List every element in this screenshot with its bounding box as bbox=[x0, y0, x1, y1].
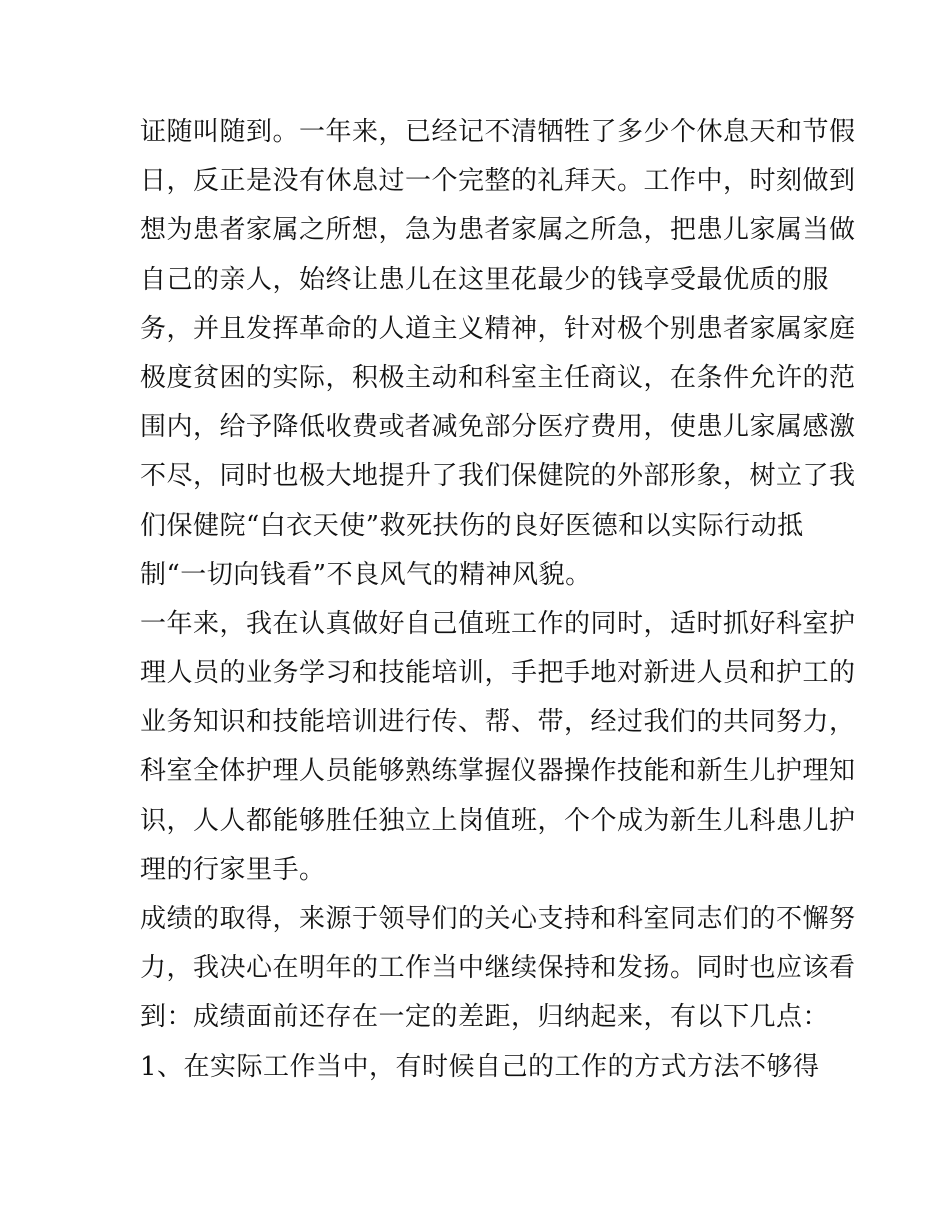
text-line: 识，人人都能够胜任独立上岗值班，个个成为新生儿科患儿护 bbox=[140, 805, 856, 836]
text-line: 们保健院“白衣天使”救死扶伤的良好医德和以实际行动抵 bbox=[140, 510, 804, 541]
text-line: 科室全体护理人员能够熟练掌握仪器操作技能和新生儿护理知 bbox=[140, 756, 856, 787]
text-line: 自己的亲人，始终让患儿在这里花最少的钱享受最优质的服 bbox=[140, 264, 830, 295]
text-line: 理人员的业务学习和技能培训，手把手地对新进人员和护工的 bbox=[140, 658, 856, 689]
text-line: 理的行家里手。 bbox=[140, 854, 326, 885]
text-line: 业务知识和技能培训进行传、帮、带，经过我们的共同努力， bbox=[140, 707, 856, 738]
text-line: 力，我决心在明年的工作当中继续保持和发扬。同时也应该看 bbox=[140, 953, 856, 984]
text-line: 1、在实际工作当中，有时候自己的工作的方式方法不够得 bbox=[140, 1051, 820, 1082]
text-line: 一年来，我在认真做好自己值班工作的同时，适时抓好科室护 bbox=[140, 608, 856, 639]
text-line: 制“一切向钱看”不良风气的精神风貌。 bbox=[140, 559, 592, 590]
document-body bbox=[140, 108, 856, 1092]
text-line: 极度贫困的实际，积极主动和科室主任商议，在条件允许的范 bbox=[140, 362, 856, 393]
text-line: 围内，给予降低收费或者减免部分医疗费用，使患儿家属感激 bbox=[140, 412, 856, 443]
text-line: 成绩的取得，来源于领导们的关心支持和科室同志们的不懈努 bbox=[140, 904, 856, 934]
text-line: 证随叫随到。一年来，已经记不清牺牲了多少个休息天和节假 bbox=[140, 117, 856, 147]
text-line: 日，反正是没有休息过一个完整的礼拜天。工作中，时刻做到 bbox=[140, 166, 856, 197]
text-line: 到：成绩面前还存在一定的差距，归纳起来，有以下几点： bbox=[140, 1002, 830, 1033]
text-line: 务，并且发挥革命的人道主义精神，针对极个别患者家属家庭 bbox=[140, 313, 856, 344]
text-line: 想为患者家属之所想，急为患者家属之所急，把患儿家属当做 bbox=[140, 215, 856, 246]
text-line: 不尽，同时也极大地提升了我们保健院的外部形象，树立了我 bbox=[140, 461, 856, 492]
